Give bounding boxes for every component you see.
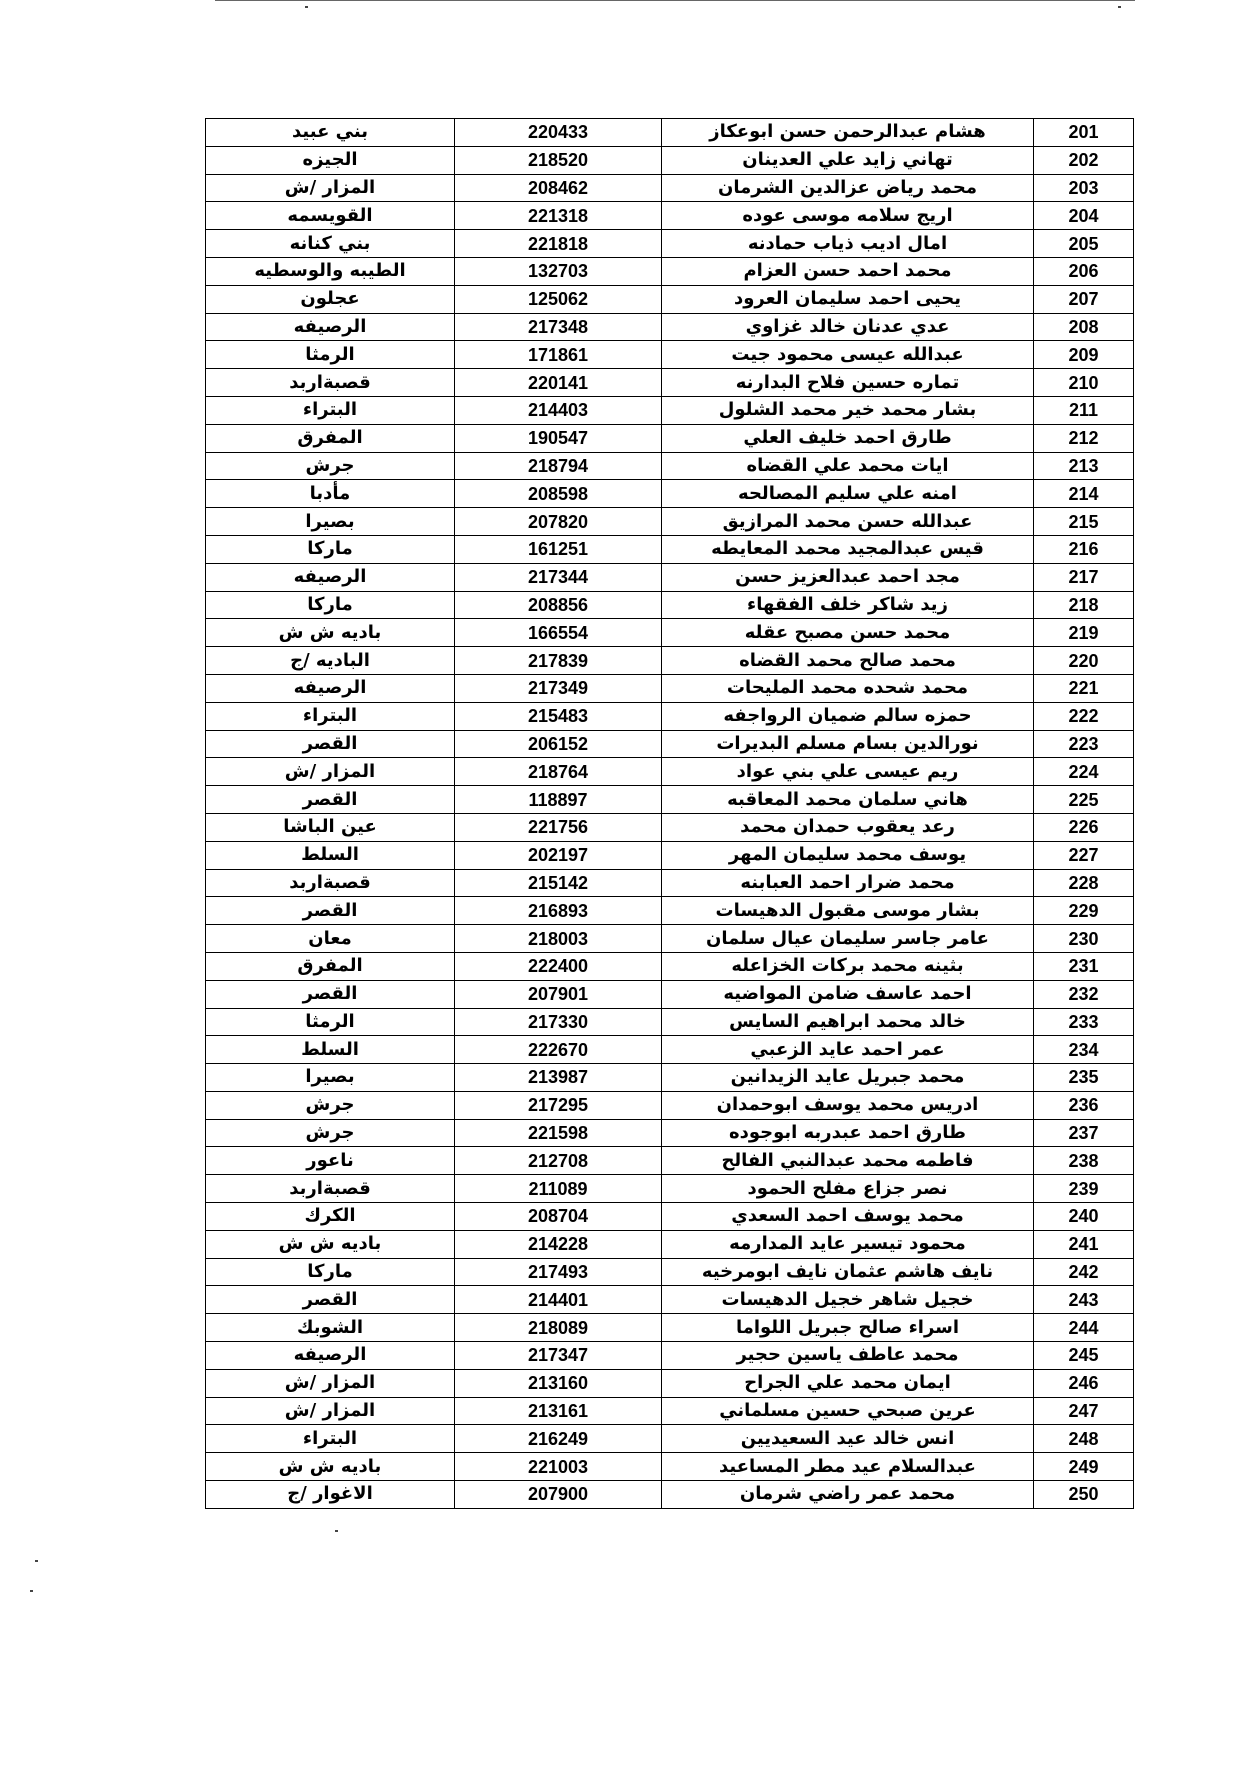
region-cell: جرش	[206, 452, 455, 480]
serial-number-cell: 238	[1034, 1147, 1134, 1175]
name-cell: عامر جاسر سليمان عيال سلمان	[662, 925, 1034, 953]
table-row	[206, 758, 1134, 786]
id-number-cell: 221756	[455, 813, 662, 841]
table-row	[206, 1481, 1134, 1509]
region-cell: معان	[206, 925, 455, 953]
region-cell: ناعور	[206, 1147, 455, 1175]
id-number-cell: 217493	[455, 1258, 662, 1286]
name-cell: هاني سلمان محمد المعاقبه	[662, 786, 1034, 814]
id-number-cell: 218003	[455, 925, 662, 953]
table-row	[206, 146, 1134, 174]
id-number-cell: 215142	[455, 869, 662, 897]
id-number-cell: 213161	[455, 1397, 662, 1425]
region-cell: مأدبا	[206, 480, 455, 508]
region-cell: السلط	[206, 841, 455, 869]
table-row	[206, 1425, 1134, 1453]
region-cell: الرصيفه	[206, 1342, 455, 1370]
name-cell: محمد ضرار احمد العبابنه	[662, 869, 1034, 897]
serial-number-cell: 243	[1034, 1286, 1134, 1314]
region-cell: جرش	[206, 1119, 455, 1147]
serial-number-cell: 230	[1034, 925, 1134, 953]
id-number-cell: 222670	[455, 1036, 662, 1064]
serial-number-cell: 221	[1034, 674, 1134, 702]
table-row	[206, 202, 1134, 230]
id-number-cell: 216893	[455, 897, 662, 925]
serial-number-cell: 248	[1034, 1425, 1134, 1453]
id-number-cell: 214403	[455, 396, 662, 424]
table-row	[206, 396, 1134, 424]
serial-number-cell: 247	[1034, 1397, 1134, 1425]
region-cell: الرمثا	[206, 341, 455, 369]
id-number-cell: 220433	[455, 119, 662, 147]
table-row	[206, 647, 1134, 675]
id-number-cell: 217295	[455, 1091, 662, 1119]
id-number-cell: 207820	[455, 508, 662, 536]
serial-number-cell: 223	[1034, 730, 1134, 758]
name-cell: طارق احمد خليف العلي	[662, 424, 1034, 452]
name-cell: فاطمه محمد عبدالنبي الفالح	[662, 1147, 1034, 1175]
name-cell: محمد احمد حسن العزام	[662, 257, 1034, 285]
id-number-cell: 220141	[455, 369, 662, 397]
serial-number-cell: 226	[1034, 813, 1134, 841]
id-number-cell: 208462	[455, 174, 662, 202]
name-cell: بثينه محمد بركات الخزاعله	[662, 952, 1034, 980]
name-cell: ريم عيسى علي بني عواد	[662, 758, 1034, 786]
serial-number-cell: 207	[1034, 285, 1134, 313]
region-cell: الرصيفه	[206, 674, 455, 702]
name-cell: حمزه سالم ضميان الرواجفه	[662, 702, 1034, 730]
table-row	[206, 1147, 1134, 1175]
serial-number-cell: 216	[1034, 535, 1134, 563]
scan-speck	[305, 6, 308, 8]
region-cell: القويسمه	[206, 202, 455, 230]
name-cell: بشار موسى مقبول الدهيسات	[662, 897, 1034, 925]
serial-number-cell: 202	[1034, 146, 1134, 174]
table-row	[206, 563, 1134, 591]
region-cell: ماركا	[206, 1258, 455, 1286]
serial-number-cell: 219	[1034, 619, 1134, 647]
id-number-cell: 206152	[455, 730, 662, 758]
serial-number-cell: 203	[1034, 174, 1134, 202]
id-number-cell: 218764	[455, 758, 662, 786]
serial-number-cell: 240	[1034, 1203, 1134, 1231]
serial-number-cell: 233	[1034, 1008, 1134, 1036]
region-cell: الاغوار /ج	[206, 1481, 455, 1509]
id-number-cell: 217330	[455, 1008, 662, 1036]
id-number-cell: 221818	[455, 230, 662, 258]
serial-number-cell: 212	[1034, 424, 1134, 452]
id-number-cell: 221318	[455, 202, 662, 230]
region-cell: الكرك	[206, 1203, 455, 1231]
table-row	[206, 1342, 1134, 1370]
region-cell: المفرق	[206, 952, 455, 980]
serial-number-cell: 225	[1034, 786, 1134, 814]
name-cell: ادريس محمد يوسف ابوحمدان	[662, 1091, 1034, 1119]
serial-number-cell: 236	[1034, 1091, 1134, 1119]
id-number-cell: 118897	[455, 786, 662, 814]
table-row	[206, 369, 1134, 397]
scan-speck	[1118, 6, 1121, 8]
serial-number-cell: 242	[1034, 1258, 1134, 1286]
table-row	[206, 897, 1134, 925]
region-cell: عجلون	[206, 285, 455, 313]
table-row	[206, 980, 1134, 1008]
region-cell: القصر	[206, 730, 455, 758]
table-row	[206, 230, 1134, 258]
serial-number-cell: 228	[1034, 869, 1134, 897]
table-row	[206, 119, 1134, 147]
region-cell: الباديه /ج	[206, 647, 455, 675]
name-cell: مجد احمد عبدالعزيز حسن	[662, 563, 1034, 591]
serial-number-cell: 246	[1034, 1369, 1134, 1397]
serial-number-cell: 224	[1034, 758, 1134, 786]
name-cell: طارق احمد عبدربه ابوجوده	[662, 1119, 1034, 1147]
table-row	[206, 1286, 1134, 1314]
table-row	[206, 285, 1134, 313]
region-cell: البتراء	[206, 396, 455, 424]
serial-number-cell: 201	[1034, 119, 1134, 147]
scan-speck	[30, 1590, 33, 1592]
serial-number-cell: 239	[1034, 1175, 1134, 1203]
name-cell: ايمان محمد علي الجراح	[662, 1369, 1034, 1397]
table-row	[206, 313, 1134, 341]
serial-number-cell: 205	[1034, 230, 1134, 258]
region-cell: عين الباشا	[206, 813, 455, 841]
name-cell: خالد محمد ابراهيم السايس	[662, 1008, 1034, 1036]
id-number-cell: 213987	[455, 1064, 662, 1092]
region-cell: بني عبيد	[206, 119, 455, 147]
region-cell: البتراء	[206, 702, 455, 730]
table-row	[206, 813, 1134, 841]
table-row	[206, 841, 1134, 869]
id-number-cell: 207901	[455, 980, 662, 1008]
name-cell: ايات محمد علي القضاه	[662, 452, 1034, 480]
serial-number-cell: 244	[1034, 1314, 1134, 1342]
serial-number-cell: 209	[1034, 341, 1134, 369]
name-cell: بشار محمد خير محمد الشلول	[662, 396, 1034, 424]
region-cell: ماركا	[206, 535, 455, 563]
id-number-cell: 217839	[455, 647, 662, 675]
id-number-cell: 221598	[455, 1119, 662, 1147]
name-cell: محمد رياض عزالدين الشرمان	[662, 174, 1034, 202]
region-cell: قصبةاربد	[206, 869, 455, 897]
name-cell: يحيى احمد سليمان العرود	[662, 285, 1034, 313]
table-row	[206, 1258, 1134, 1286]
serial-number-cell: 237	[1034, 1119, 1134, 1147]
id-number-cell: 213160	[455, 1369, 662, 1397]
name-cell: نايف هاشم عثمان نايف ابومرخيه	[662, 1258, 1034, 1286]
name-cell: عدي عدنان خالد غزاوي	[662, 313, 1034, 341]
region-cell: قصبةاربد	[206, 369, 455, 397]
table-row	[206, 1119, 1134, 1147]
id-number-cell: 208598	[455, 480, 662, 508]
region-cell: البتراء	[206, 1425, 455, 1453]
region-cell: باديه ش ش	[206, 1453, 455, 1481]
serial-number-cell: 206	[1034, 257, 1134, 285]
table-row	[206, 452, 1134, 480]
table-row	[206, 1453, 1134, 1481]
table-row	[206, 952, 1134, 980]
name-cell: تهاني زايد علي العدينان	[662, 146, 1034, 174]
roster-table-body	[206, 119, 1134, 1509]
table-row	[206, 257, 1134, 285]
table-row	[206, 424, 1134, 452]
serial-number-cell: 241	[1034, 1230, 1134, 1258]
serial-number-cell: 235	[1034, 1064, 1134, 1092]
roster-table	[205, 118, 1134, 1509]
name-cell: محمد عاطف ياسين حجير	[662, 1342, 1034, 1370]
region-cell: باديه ش ش	[206, 1230, 455, 1258]
name-cell: عبدالسلام عيد مطر المساعيد	[662, 1453, 1034, 1481]
table-row	[206, 508, 1134, 536]
table-row	[206, 869, 1134, 897]
id-number-cell: 218520	[455, 146, 662, 174]
table-row	[206, 1175, 1134, 1203]
table-row	[206, 674, 1134, 702]
serial-number-cell: 222	[1034, 702, 1134, 730]
name-cell: تماره حسين فلاح البدارنه	[662, 369, 1034, 397]
region-cell: القصر	[206, 897, 455, 925]
id-number-cell: 166554	[455, 619, 662, 647]
region-cell: بصيرا	[206, 1064, 455, 1092]
serial-number-cell: 213	[1034, 452, 1134, 480]
name-cell: محمد عمر راضي شرمان	[662, 1481, 1034, 1509]
table-row	[206, 786, 1134, 814]
table-row	[206, 1064, 1134, 1092]
id-number-cell: 217349	[455, 674, 662, 702]
table-row	[206, 1397, 1134, 1425]
scan-speck	[335, 1530, 338, 1532]
name-cell: محمد شحده محمد المليحات	[662, 674, 1034, 702]
id-number-cell: 218089	[455, 1314, 662, 1342]
serial-number-cell: 232	[1034, 980, 1134, 1008]
table-row	[206, 480, 1134, 508]
name-cell: نصر جزاع مفلح الحمود	[662, 1175, 1034, 1203]
name-cell: محمد يوسف احمد السعدي	[662, 1203, 1034, 1231]
name-cell: عمر احمد عايد الزعبي	[662, 1036, 1034, 1064]
serial-number-cell: 231	[1034, 952, 1134, 980]
id-number-cell: 202197	[455, 841, 662, 869]
name-cell: زيد شاكر خلف الفقهاء	[662, 591, 1034, 619]
region-cell: الرصيفه	[206, 563, 455, 591]
table-row	[206, 1203, 1134, 1231]
region-cell: ماركا	[206, 591, 455, 619]
region-cell: المفرق	[206, 424, 455, 452]
table-row	[206, 619, 1134, 647]
id-number-cell: 214228	[455, 1230, 662, 1258]
id-number-cell: 208704	[455, 1203, 662, 1231]
name-cell: يوسف محمد سليمان المهر	[662, 841, 1034, 869]
id-number-cell: 214401	[455, 1286, 662, 1314]
name-cell: هشام عبدالرحمن حسن ابوعكاز	[662, 119, 1034, 147]
name-cell: انس خالد عيد السعيديين	[662, 1425, 1034, 1453]
serial-number-cell: 227	[1034, 841, 1134, 869]
serial-number-cell: 234	[1034, 1036, 1134, 1064]
table-row	[206, 1091, 1134, 1119]
id-number-cell: 215483	[455, 702, 662, 730]
id-number-cell: 171861	[455, 341, 662, 369]
region-cell: القصر	[206, 1286, 455, 1314]
region-cell: قصبةاربد	[206, 1175, 455, 1203]
name-cell: احمد عاسف ضامن المواضيه	[662, 980, 1034, 1008]
region-cell: المزار /ش	[206, 758, 455, 786]
region-cell: الرمثا	[206, 1008, 455, 1036]
serial-number-cell: 210	[1034, 369, 1134, 397]
name-cell: امال اديب ذياب حمادنه	[662, 230, 1034, 258]
table-row	[206, 702, 1134, 730]
id-number-cell: 217344	[455, 563, 662, 591]
region-cell: الشوبك	[206, 1314, 455, 1342]
region-cell: المزار /ش	[206, 1369, 455, 1397]
name-cell: محمد صالح محمد القضاه	[662, 647, 1034, 675]
id-number-cell: 217347	[455, 1342, 662, 1370]
id-number-cell: 190547	[455, 424, 662, 452]
name-cell: اريج سلامه موسى عوده	[662, 202, 1034, 230]
name-cell: عرين صبحي حسين مسلماني	[662, 1397, 1034, 1425]
region-cell: الرصيفه	[206, 313, 455, 341]
name-cell: رعد يعقوب حمدان محمد	[662, 813, 1034, 841]
id-number-cell: 161251	[455, 535, 662, 563]
scan-speck	[35, 1560, 38, 1562]
name-cell: خجيل شاهر خجيل الدهيسات	[662, 1286, 1034, 1314]
id-number-cell: 221003	[455, 1453, 662, 1481]
region-cell: الطيبه والوسطيه	[206, 257, 455, 285]
id-number-cell: 125062	[455, 285, 662, 313]
region-cell: المزار /ش	[206, 174, 455, 202]
table-row	[206, 591, 1134, 619]
id-number-cell: 208856	[455, 591, 662, 619]
id-number-cell: 211089	[455, 1175, 662, 1203]
scan-top-rule	[215, 0, 1135, 1]
name-cell: محمد جبريل عايد الزيدانين	[662, 1064, 1034, 1092]
id-number-cell: 212708	[455, 1147, 662, 1175]
serial-number-cell: 215	[1034, 508, 1134, 536]
id-number-cell: 216249	[455, 1425, 662, 1453]
name-cell: محمد حسن مصبح عقله	[662, 619, 1034, 647]
name-cell: محمود تيسير عايد المدارمه	[662, 1230, 1034, 1258]
serial-number-cell: 245	[1034, 1342, 1134, 1370]
serial-number-cell: 249	[1034, 1453, 1134, 1481]
name-cell: نورالدين بسام مسلم البديرات	[662, 730, 1034, 758]
serial-number-cell: 211	[1034, 396, 1134, 424]
region-cell: بصيرا	[206, 508, 455, 536]
name-cell: عبدالله عيسى محمود جيت	[662, 341, 1034, 369]
serial-number-cell: 250	[1034, 1481, 1134, 1509]
id-number-cell: 207900	[455, 1481, 662, 1509]
table-row	[206, 1314, 1134, 1342]
serial-number-cell: 229	[1034, 897, 1134, 925]
id-number-cell: 217348	[455, 313, 662, 341]
serial-number-cell: 217	[1034, 563, 1134, 591]
region-cell: المزار /ش	[206, 1397, 455, 1425]
table-row	[206, 925, 1134, 953]
serial-number-cell: 218	[1034, 591, 1134, 619]
name-cell: قيس عبدالمجيد محمد المعايطه	[662, 535, 1034, 563]
table-row	[206, 730, 1134, 758]
name-cell: اسراء صالح جبريل اللواما	[662, 1314, 1034, 1342]
id-number-cell: 218794	[455, 452, 662, 480]
table-row	[206, 174, 1134, 202]
table-row	[206, 1008, 1134, 1036]
table-row	[206, 1036, 1134, 1064]
table-row	[206, 1230, 1134, 1258]
region-cell: الجيزه	[206, 146, 455, 174]
table-row	[206, 535, 1134, 563]
serial-number-cell: 220	[1034, 647, 1134, 675]
serial-number-cell: 214	[1034, 480, 1134, 508]
region-cell: باديه ش ش	[206, 619, 455, 647]
region-cell: جرش	[206, 1091, 455, 1119]
table-row	[206, 341, 1134, 369]
serial-number-cell: 208	[1034, 313, 1134, 341]
id-number-cell: 222400	[455, 952, 662, 980]
region-cell: السلط	[206, 1036, 455, 1064]
region-cell: القصر	[206, 786, 455, 814]
name-cell: امنه علي سليم المصالحه	[662, 480, 1034, 508]
region-cell: القصر	[206, 980, 455, 1008]
id-number-cell: 132703	[455, 257, 662, 285]
name-cell: عبدالله حسن محمد المرازيق	[662, 508, 1034, 536]
serial-number-cell: 204	[1034, 202, 1134, 230]
region-cell: بني كنانه	[206, 230, 455, 258]
table-row	[206, 1369, 1134, 1397]
